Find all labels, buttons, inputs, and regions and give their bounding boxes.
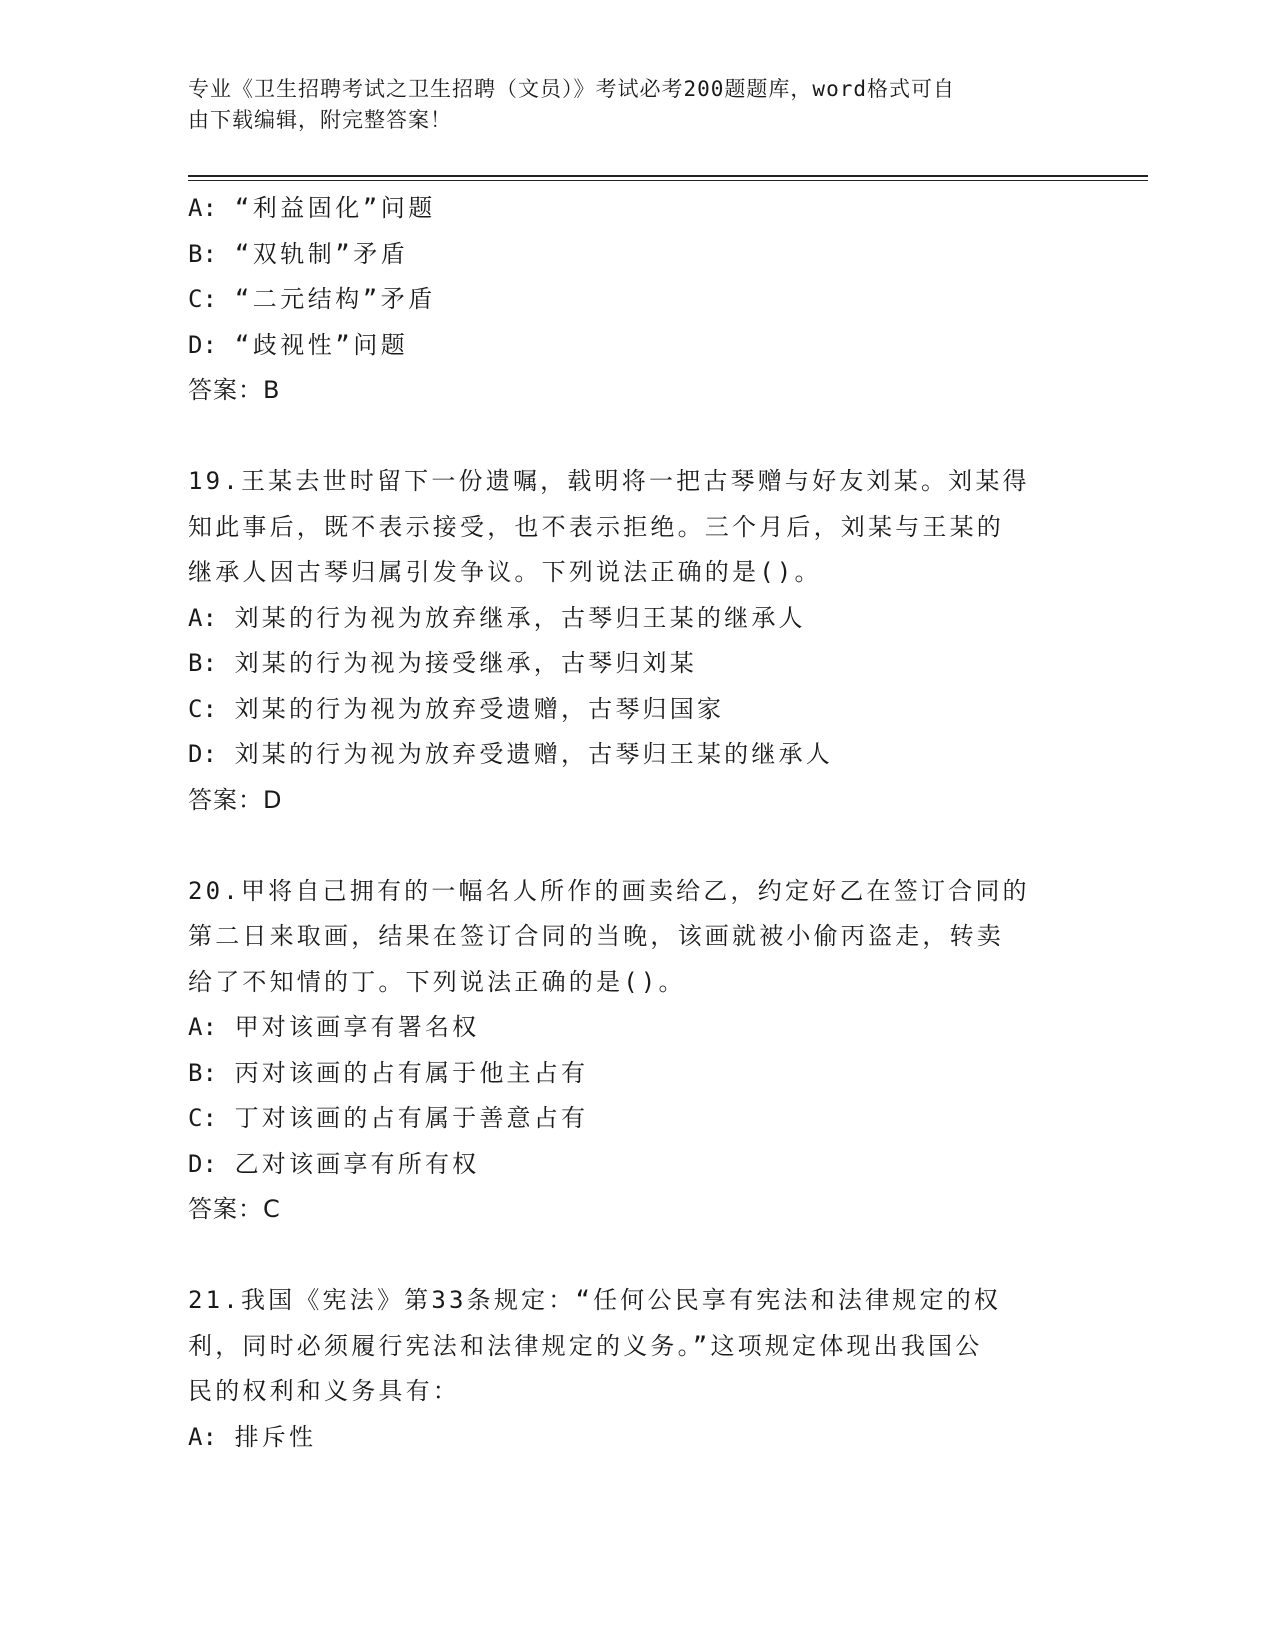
spacer: [188, 823, 1088, 869]
option-label: C:: [188, 285, 217, 313]
option-label: B:: [188, 239, 217, 268]
option-a: [188, 1005, 1088, 1051]
option-label: C:: [188, 1104, 217, 1132]
option-c: [188, 1096, 1088, 1142]
document-header: [188, 74, 1068, 136]
option-b: [188, 232, 1088, 278]
option-text: 甲对该画享有署名权: [234, 1013, 480, 1041]
spacer: [188, 414, 1088, 460]
header-title-line-2: 由下载编辑，附完整答案！: [188, 108, 452, 132]
question-18: [188, 186, 1088, 414]
header-divider: [188, 175, 1148, 181]
option-d: [188, 1142, 1088, 1188]
option-label: D:: [188, 740, 217, 768]
question-21: [188, 1278, 1088, 1460]
option-text: 刘某的行为视为接受继承，古琴归刘某: [234, 649, 697, 677]
answer-line: 答案：D: [188, 785, 283, 814]
question-stem-line: 第二日来取画，结果在签订合同的当晚，该画就被小偷丙盗走，转卖: [188, 922, 1004, 950]
option-a: [188, 1415, 1088, 1461]
answer-line: 答案：B: [188, 376, 281, 404]
option-a: [188, 186, 1088, 232]
option-text: “二元结构”矛盾: [234, 285, 436, 313]
answer-line: 答案：C: [188, 1195, 281, 1223]
option-text: “利益固化”问题: [234, 194, 436, 222]
option-label: A:: [188, 603, 217, 632]
spacer: [188, 1233, 1088, 1279]
option-label: B:: [188, 649, 217, 677]
option-b: [188, 641, 1088, 687]
header-title-line-1: 专业《卫生招聘考试之卫生招聘（文员）》考试必考200题题库，word格式可自: [188, 77, 955, 101]
option-label: A:: [188, 194, 217, 222]
option-d: [188, 732, 1088, 778]
option-label: D:: [188, 330, 217, 359]
option-text: “歧视性”问题: [234, 330, 409, 359]
question-stem-line: 利，同时必须履行宪法和法律规定的义务。”这项规定体现出我国公: [188, 1331, 983, 1360]
option-c: [188, 687, 1088, 733]
question-stem-line: 给了不知情的丁。下列说法正确的是()。: [188, 967, 686, 996]
question-19: [188, 459, 1088, 823]
option-text: “双轨制”矛盾: [234, 239, 409, 268]
option-text: 刘某的行为视为放弃受遗赠，古琴归国家: [234, 694, 725, 723]
option-label: A:: [188, 1013, 217, 1041]
option-text: 刘某的行为视为放弃受遗赠，古琴归王某的继承人: [234, 740, 833, 768]
question-20: [188, 869, 1088, 1233]
question-list: [188, 186, 1088, 1460]
option-text: 丙对该画的占有属于他主占有: [234, 1058, 589, 1087]
option-text: 排斥性: [234, 1422, 317, 1451]
option-label: A:: [188, 1422, 217, 1451]
option-b: [188, 1051, 1088, 1097]
option-label: B:: [188, 1058, 217, 1087]
option-text: 乙对该画享有所有权: [234, 1149, 480, 1178]
option-text: 刘某的行为视为放弃继承，古琴归王某的继承人: [234, 603, 806, 632]
question-stem-line: 继承人因古琴归属引发争议。下列说法正确的是()。: [188, 558, 822, 586]
option-a: [188, 596, 1088, 642]
question-stem-line: 民的权利和义务具有：: [188, 1377, 460, 1405]
question-stem-line: 21.我国《宪法》第33条规定：“任何公民享有宪法和法律规定的权: [188, 1286, 1002, 1314]
option-d: [188, 323, 1088, 369]
option-text: 丁对该画的占有属于善意占有: [234, 1104, 589, 1132]
question-stem-line: 20.甲将自己拥有的一幅名人所作的画卖给乙，约定好乙在签订合同的: [188, 876, 1030, 905]
question-stem-line: 19.王某去世时留下一份遗嘱，载明将一把古琴赠与好友刘某。刘某得: [188, 467, 1030, 495]
option-label: D:: [188, 1149, 217, 1178]
question-stem-line: 知此事后，既不表示接受，也不表示拒绝。三个月后，刘某与王某的: [188, 512, 1004, 541]
option-label: C:: [188, 694, 217, 723]
option-c: [188, 277, 1088, 323]
